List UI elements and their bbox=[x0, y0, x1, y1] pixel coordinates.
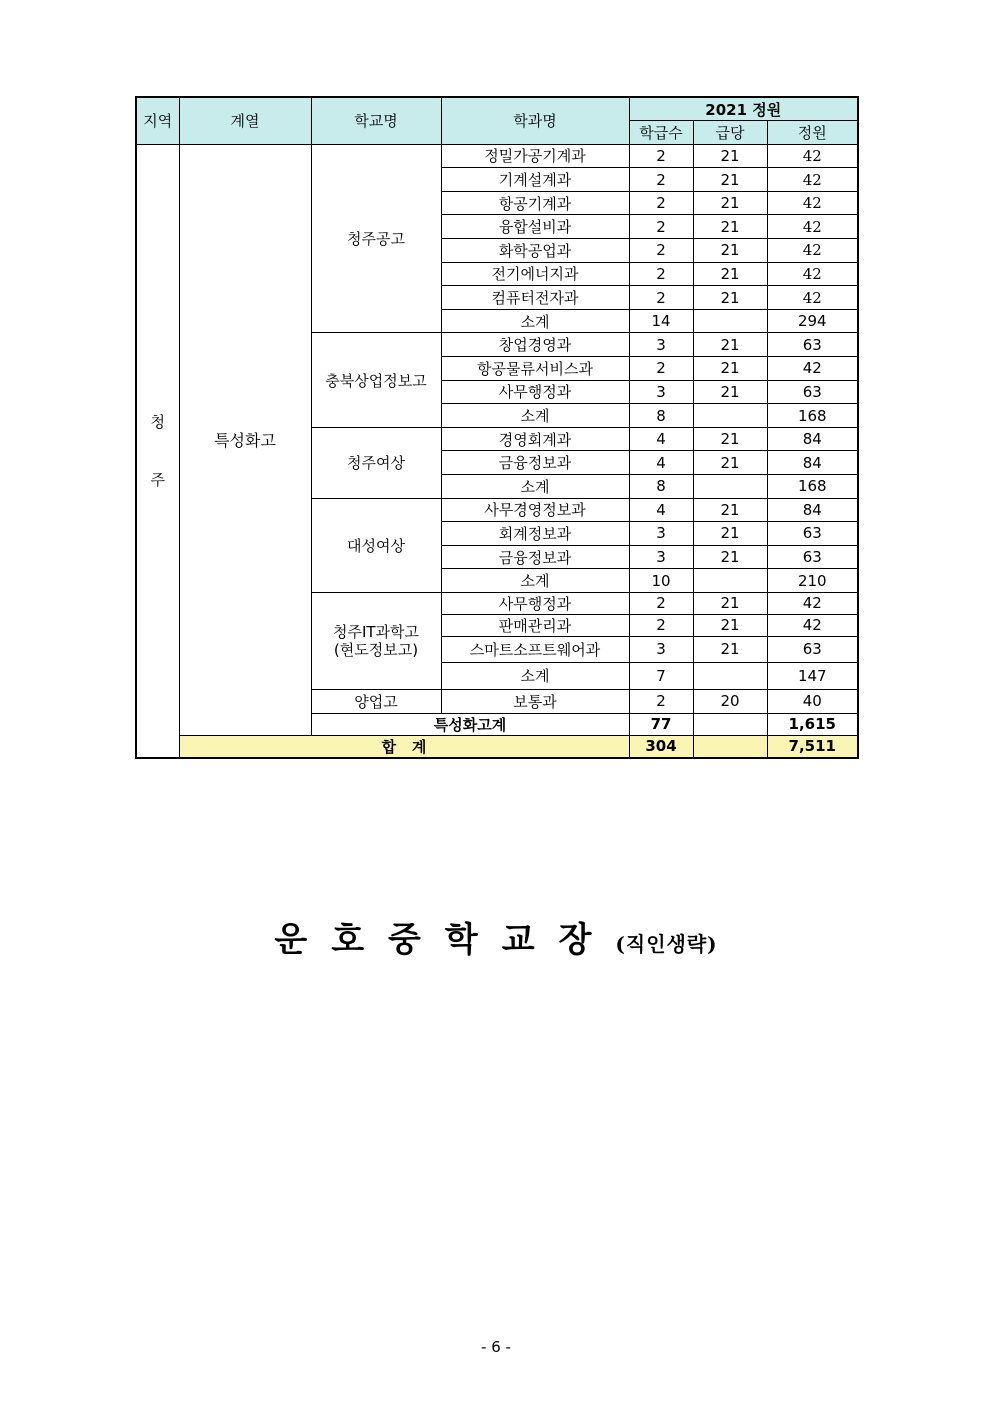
per-class-cell: 21 bbox=[693, 545, 767, 569]
dept-name: 정밀가공기계과 bbox=[441, 144, 629, 168]
per-class-cell bbox=[693, 662, 767, 689]
per-class-cell: 21 bbox=[693, 262, 767, 286]
principal-signature bbox=[0, 912, 992, 961]
per-class-cell: 21 bbox=[693, 451, 767, 475]
per-class-cell: 21 bbox=[693, 215, 767, 239]
capacity-cell: 147 bbox=[767, 662, 858, 689]
classes-cell: 3 bbox=[629, 636, 693, 662]
per-class-cell: 21 bbox=[693, 427, 767, 451]
subtotal-label: 소계 bbox=[441, 569, 629, 593]
subtotal-label: 소계 bbox=[441, 662, 629, 689]
region-char: 청 bbox=[150, 412, 165, 431]
per-class-cell: 21 bbox=[693, 191, 767, 215]
per-class-cell: 21 bbox=[693, 333, 767, 357]
school-name: 청주여상 bbox=[311, 427, 441, 498]
dept-name: 컴퓨터전자과 bbox=[441, 286, 629, 310]
classes-cell: 3 bbox=[629, 380, 693, 404]
per-class-cell bbox=[693, 404, 767, 428]
school-name: 대성여상 bbox=[311, 498, 441, 592]
header-classes: 학급수 bbox=[629, 121, 693, 145]
school-name: 양업고 bbox=[311, 689, 441, 713]
dept-name: 판매관리과 bbox=[441, 614, 629, 636]
dept-name: 사무행정과 bbox=[441, 592, 629, 614]
school-name-line: 청주IT과학고 bbox=[332, 622, 420, 641]
classes-cell: 2 bbox=[629, 215, 693, 239]
classes-cell: 4 bbox=[629, 498, 693, 522]
dept-name: 금융정보과 bbox=[441, 545, 629, 569]
capacity-cell: 42 bbox=[767, 357, 858, 381]
classes-cell: 2 bbox=[629, 144, 693, 168]
capacity-cell: 42 bbox=[767, 286, 858, 310]
classes-cell: 2 bbox=[629, 614, 693, 636]
header-school: 학교명 bbox=[311, 97, 441, 144]
track-total-label: 특성화고계 bbox=[311, 713, 629, 735]
per-class-cell bbox=[693, 475, 767, 499]
subtotal-label: 소계 bbox=[441, 309, 629, 333]
classes-cell: 8 bbox=[629, 404, 693, 428]
dept-name: 창업경영과 bbox=[441, 333, 629, 357]
classes-cell: 2 bbox=[629, 592, 693, 614]
header-region: 지역 bbox=[136, 97, 179, 144]
per-class-cell: 21 bbox=[693, 636, 767, 662]
dept-name: 스마트소프트웨어과 bbox=[441, 636, 629, 662]
dept-name: 회계정보과 bbox=[441, 522, 629, 546]
school-name-line: (현도정보고) bbox=[333, 640, 419, 659]
dept-name: 항공물류서비스과 bbox=[441, 357, 629, 381]
per-class-cell: 21 bbox=[693, 286, 767, 310]
track-total-capacity: 1,615 bbox=[767, 713, 858, 735]
capacity-cell: 63 bbox=[767, 333, 858, 357]
per-class-cell: 20 bbox=[693, 689, 767, 713]
capacity-cell: 40 bbox=[767, 689, 858, 713]
capacity-cell: 42 bbox=[767, 215, 858, 239]
subtotal-label: 소계 bbox=[441, 475, 629, 499]
capacity-cell: 63 bbox=[767, 636, 858, 662]
per-class-cell: 21 bbox=[693, 380, 767, 404]
school-name: 충북상업정보고 bbox=[311, 333, 441, 427]
capacity-cell: 168 bbox=[767, 404, 858, 428]
classes-cell: 3 bbox=[629, 545, 693, 569]
dept-name: 금융정보과 bbox=[441, 451, 629, 475]
grand-total-label: 합 계 bbox=[179, 735, 629, 758]
track-total-classes: 77 bbox=[629, 713, 693, 735]
capacity-cell: 42 bbox=[767, 144, 858, 168]
classes-cell: 2 bbox=[629, 168, 693, 192]
dept-name: 보통과 bbox=[441, 689, 629, 713]
classes-cell: 2 bbox=[629, 191, 693, 215]
per-class-cell: 21 bbox=[693, 592, 767, 614]
quota-table bbox=[135, 96, 859, 759]
school-name bbox=[311, 592, 441, 689]
header-quota-group: 2021 정원 bbox=[629, 97, 858, 121]
track-cell: 특성화고 bbox=[179, 144, 311, 735]
capacity-cell: 294 bbox=[767, 309, 858, 333]
classes-cell: 4 bbox=[629, 451, 693, 475]
dept-name: 기계설계과 bbox=[441, 168, 629, 192]
capacity-cell: 210 bbox=[767, 569, 858, 593]
region-char: 주 bbox=[150, 470, 165, 489]
grand-total-classes: 304 bbox=[629, 735, 693, 758]
capacity-cell: 63 bbox=[767, 380, 858, 404]
dept-name: 경영회계과 bbox=[441, 427, 629, 451]
school-name: 청주공고 bbox=[311, 144, 441, 333]
header-dept: 학과명 bbox=[441, 97, 629, 144]
dept-name: 전기에너지과 bbox=[441, 262, 629, 286]
per-class-cell: 21 bbox=[693, 357, 767, 381]
per-class-cell: 21 bbox=[693, 614, 767, 636]
classes-cell: 8 bbox=[629, 475, 693, 499]
per-class-cell: 21 bbox=[693, 522, 767, 546]
classes-cell: 10 bbox=[629, 569, 693, 593]
capacity-cell: 42 bbox=[767, 239, 858, 263]
table-row bbox=[136, 144, 858, 168]
capacity-cell: 84 bbox=[767, 427, 858, 451]
per-class-cell: 21 bbox=[693, 168, 767, 192]
dept-name: 융합설비과 bbox=[441, 215, 629, 239]
capacity-cell: 42 bbox=[767, 262, 858, 286]
classes-cell: 3 bbox=[629, 522, 693, 546]
capacity-cell: 42 bbox=[767, 168, 858, 192]
capacity-cell: 63 bbox=[767, 522, 858, 546]
classes-cell: 7 bbox=[629, 662, 693, 689]
header-capacity: 정원 bbox=[767, 121, 858, 145]
capacity-cell: 63 bbox=[767, 545, 858, 569]
capacity-cell: 84 bbox=[767, 451, 858, 475]
capacity-cell: 42 bbox=[767, 592, 858, 614]
region-cell bbox=[136, 144, 179, 758]
dept-name: 화학공업과 bbox=[441, 239, 629, 263]
track-total-per-class bbox=[693, 713, 767, 735]
capacity-cell: 84 bbox=[767, 498, 858, 522]
per-class-cell: 21 bbox=[693, 144, 767, 168]
capacity-cell: 42 bbox=[767, 614, 858, 636]
subtotal-label: 소계 bbox=[441, 404, 629, 428]
grand-total-row bbox=[136, 735, 858, 758]
dept-name: 사무경영정보과 bbox=[441, 498, 629, 522]
seal-omitted-note: (직인생략) bbox=[615, 932, 718, 956]
classes-cell: 2 bbox=[629, 689, 693, 713]
classes-cell: 2 bbox=[629, 286, 693, 310]
header-track: 계열 bbox=[179, 97, 311, 144]
per-class-cell: 21 bbox=[693, 239, 767, 263]
classes-cell: 4 bbox=[629, 427, 693, 451]
classes-cell: 3 bbox=[629, 333, 693, 357]
header-per-class: 급당 bbox=[693, 121, 767, 145]
classes-cell: 14 bbox=[629, 309, 693, 333]
per-class-cell bbox=[693, 569, 767, 593]
grand-total-capacity: 7,511 bbox=[767, 735, 858, 758]
principal-title: 운호중학교장 bbox=[274, 920, 616, 960]
classes-cell: 2 bbox=[629, 262, 693, 286]
dept-name: 사무행정과 bbox=[441, 380, 629, 404]
capacity-cell: 42 bbox=[767, 191, 858, 215]
capacity-cell: 168 bbox=[767, 475, 858, 499]
per-class-cell bbox=[693, 309, 767, 333]
classes-cell: 2 bbox=[629, 239, 693, 263]
classes-cell: 2 bbox=[629, 357, 693, 381]
dept-name: 항공기계과 bbox=[441, 191, 629, 215]
page-number: - 6 - bbox=[481, 1338, 511, 1356]
per-class-cell: 21 bbox=[693, 498, 767, 522]
grand-total-per-class bbox=[693, 735, 767, 758]
